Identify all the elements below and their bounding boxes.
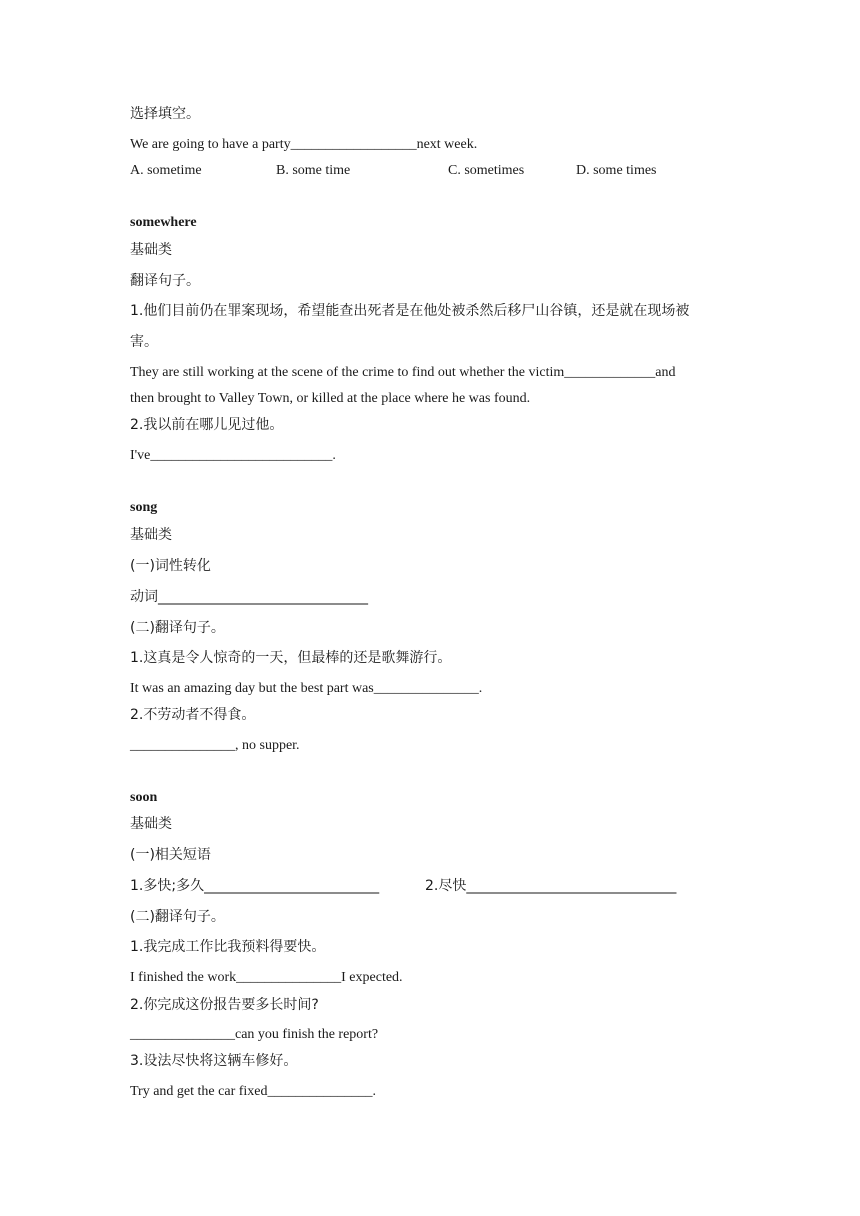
somewhere-q2-cn: 2.我以前在哪儿见过他。	[130, 417, 284, 433]
soon-q3-cn: 3.设法尽快将这辆车修好。	[130, 1053, 298, 1069]
song-part2: (二)翻译句子。	[130, 620, 225, 636]
song-verb-line: 动词______________________________	[130, 589, 368, 605]
somewhere-q1-en-line2: then brought to Valley Town, or killed at the place where he was found.	[130, 391, 531, 406]
option-c: C. sometimes	[448, 163, 525, 178]
song-q2-en: _______________, no supper.	[130, 738, 300, 753]
instruction-translate: 翻译句子。	[130, 273, 200, 289]
soon-phrase2: 2.尽快______________________________	[425, 878, 677, 894]
question-party: We are going to have a party__________________next week.	[130, 137, 478, 152]
soon-q2-cn: 2.你完成这份报告要多长时间?	[130, 997, 319, 1013]
instruction-select: 选择填空。	[130, 106, 200, 122]
somewhere-q1-cn-line1: 1.他们目前仍在罪案现场，希望能查出死者是在他处被杀然后移尸山谷镇，还是就在现场被	[130, 303, 690, 319]
soon-q2-en: _______________can you finish the report?	[130, 1027, 379, 1042]
category-somewhere: 基础类	[130, 242, 172, 258]
soon-q3-en: Try and get the car fixed_______________.	[130, 1084, 376, 1099]
heading-song: song	[130, 500, 158, 515]
option-d: D. some times	[576, 163, 657, 178]
category-soon: 基础类	[130, 816, 172, 832]
song-q1-cn: 1.这真是令人惊奇的一天，但最棒的还是歌舞游行。	[130, 650, 452, 666]
somewhere-q2-en: I've__________________________.	[130, 448, 336, 463]
soon-part2: (二)翻译句子。	[130, 909, 225, 925]
song-q1-en: It was an amazing day but the best part was_______________.	[130, 681, 483, 696]
heading-somewhere: somewhere	[130, 215, 197, 230]
soon-q1-en: I finished the work_______________I expected.	[130, 970, 403, 985]
song-q2-cn: 2.不劳动者不得食。	[130, 707, 256, 723]
somewhere-q1-cn-line2: 害。	[130, 334, 158, 350]
somewhere-q1-en-line1: They are still working at the scene of the crime to find out whether the victim_____________and	[130, 365, 676, 380]
heading-soon: soon	[130, 790, 158, 805]
song-part1: (一)词性转化	[130, 558, 211, 574]
soon-phrase1: 1.多快;多久_________________________	[130, 878, 380, 894]
soon-part1: (一)相关短语	[130, 847, 211, 863]
option-b: B. some time	[276, 163, 351, 178]
option-a: A. sometime	[130, 163, 202, 178]
category-song: 基础类	[130, 527, 172, 543]
soon-q1-cn: 1.我完成工作比我预料得要快。	[130, 939, 326, 955]
